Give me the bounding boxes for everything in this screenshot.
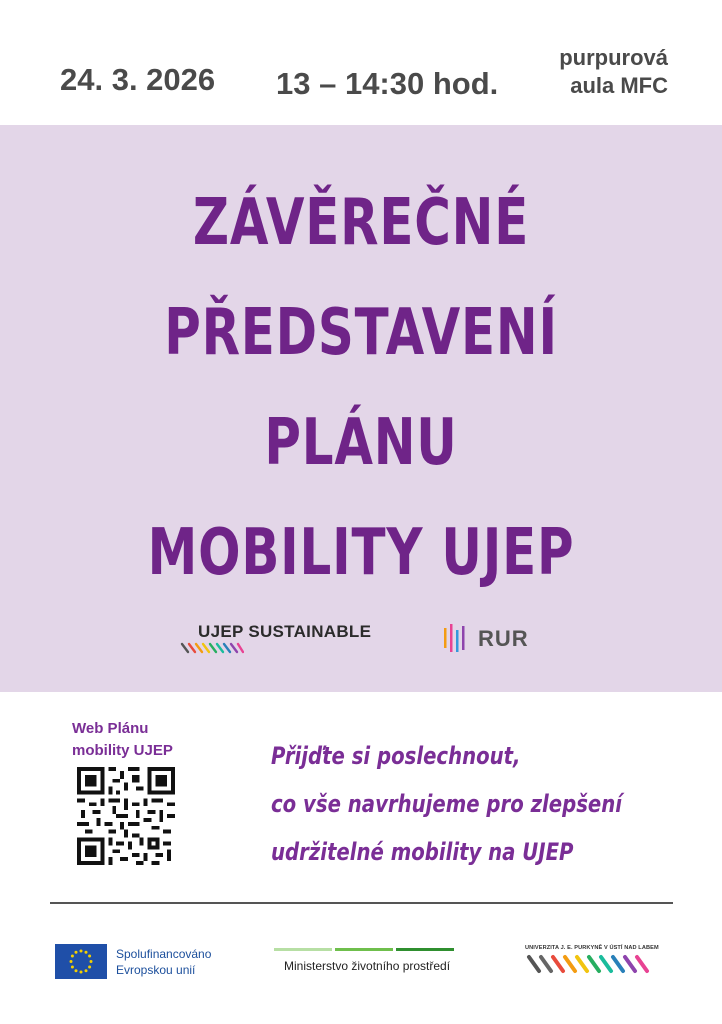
rur-label: RUR (478, 626, 529, 651)
ministry-bars-icon (274, 947, 454, 953)
ujep-university-label: UNIVERZITA J. E. PURKYNĚ V ÚSTÍ NAD LABEM (525, 945, 659, 951)
ujep-sustainable-stripes-icon (180, 642, 244, 654)
qr-caption (72, 718, 173, 762)
title-line-2: PŘEDSTAVENÍ (164, 296, 558, 370)
qr-caption-line-2: mobility UJEP (72, 742, 173, 759)
ujep-sustainable-label: UJEP SUSTAINABLE (198, 622, 372, 641)
ujep-stripes-icon (525, 953, 655, 977)
ujep-sustainable-logo (180, 622, 380, 656)
invite-line-1: Přijďte si poslechnout, (271, 742, 521, 770)
invite-line-2: co vše navrhujeme pro zlepšení (271, 790, 623, 818)
invite-line-3: udržitelné mobility na UJEP (271, 838, 574, 866)
title-line-1: ZÁVĚREČNÉ (192, 186, 530, 260)
invitation-text (271, 732, 623, 876)
eu-cofinancing-text (116, 946, 211, 978)
event-date: 24. 3. 2026 (60, 62, 216, 97)
ujep-university-logo (525, 945, 675, 979)
rur-logo (442, 622, 542, 656)
event-time: 13 – 14:30 hod. (276, 66, 499, 101)
poster-title (79, 168, 642, 608)
ministry-label: Ministerstvo životního prostředí (284, 959, 451, 973)
footer-divider (50, 902, 673, 904)
venue-line-1: purpurová (559, 45, 668, 70)
eu-flag-icon (55, 944, 107, 979)
venue-line-2: aula MFC (570, 73, 668, 98)
rur-bars-icon (442, 622, 472, 656)
title-line-3: PLÁNU (264, 406, 458, 480)
eu-text-line-1: Spolufinancováno (116, 947, 212, 961)
qr-caption-line-1: Web Plánu (72, 720, 149, 737)
title-line-4: MOBILITY UJEP (147, 516, 575, 590)
event-venue (559, 44, 668, 100)
qr-code[interactable] (77, 767, 175, 865)
eu-text-line-2: Evropskou unií (116, 963, 196, 977)
